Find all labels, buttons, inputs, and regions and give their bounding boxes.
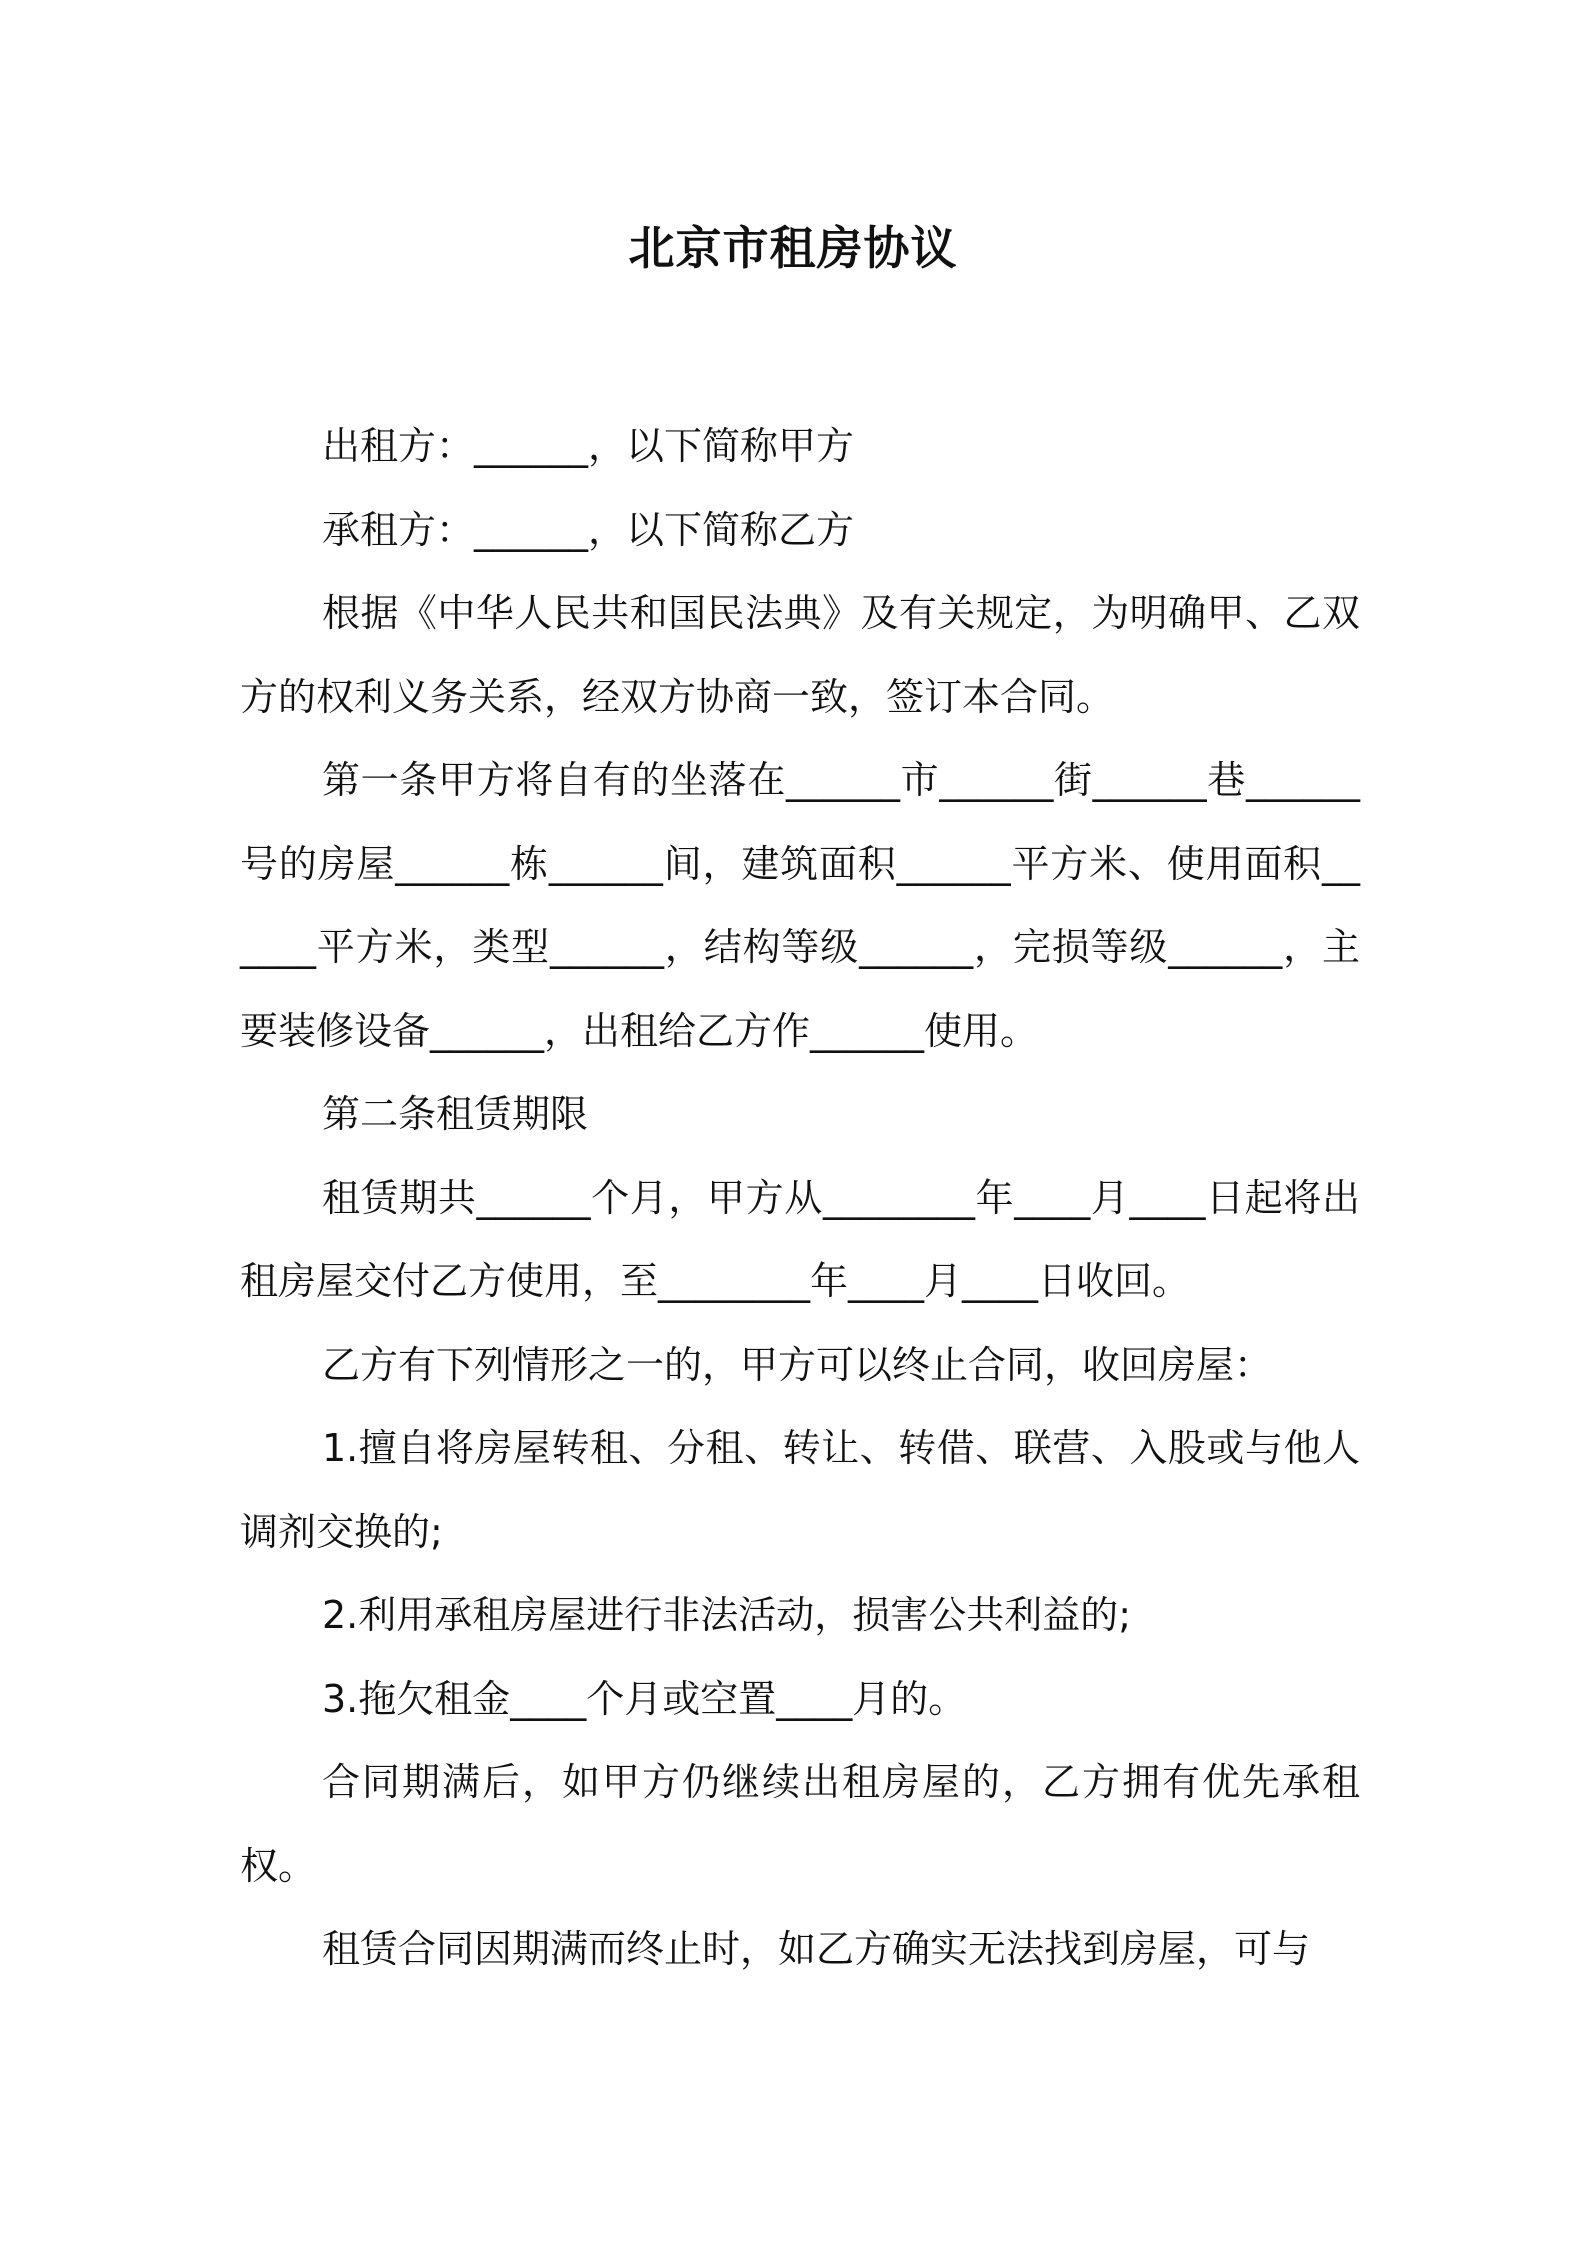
paragraph-article-2-heading: 第二条租赁期限 [322,1092,589,1136]
paragraph-termination-conditions: 乙方有下列情形之一的，甲方可以终止合同，收回房屋： [322,1342,1273,1387]
paragraph-renewal-priority: 合同期满后，如甲方仍继续出租房屋的，乙方拥有优先承租权。 [240,1760,1360,1888]
document-body [240,405,1360,1992]
paragraph-condition-3: 3.拖欠租金____个月或空置____月的。 [322,1676,967,1721]
paragraph-lessee: 承租方：______，以下简称乙方 [322,507,855,552]
paragraph-expiry-clause: 租赁合同因期满而终止时，如乙方确实无法找到房屋，可与 [322,1927,1311,1971]
paragraph-article-1: 第一条甲方将自有的坐落在______市______街______巷______号的房屋______栋______间，建筑面积______平方米、使用面积______平方米，类型______，结构等级______，完损等级______，主要装修设备______，出租给乙方作______使用。 [240,758,1360,1053]
paragraph-basis: 根据《中华人民共和国民法典》及有关规定，为明确甲、乙双方的权利义务关系，经双方协商一致，签订本合同。 [240,591,1360,719]
paragraph-lessor: 出租方：______，以下简称甲方 [322,424,855,468]
paragraph-condition-1: 1.擅自将房屋转租、分租、转让、转借、联营、入股或与他人调剂交换的; [240,1426,1360,1554]
document-title: 北京市租房协议 [628,221,958,275]
paragraph-lease-term: 租赁期共______个月，甲方从________年____月____日起将出租房屋交付乙方使用，至________年____月____日收回。 [240,1175,1360,1303]
paragraph-condition-2: 2.利用承租房屋进行非法活动，损害公共利益的; [322,1593,1132,1637]
